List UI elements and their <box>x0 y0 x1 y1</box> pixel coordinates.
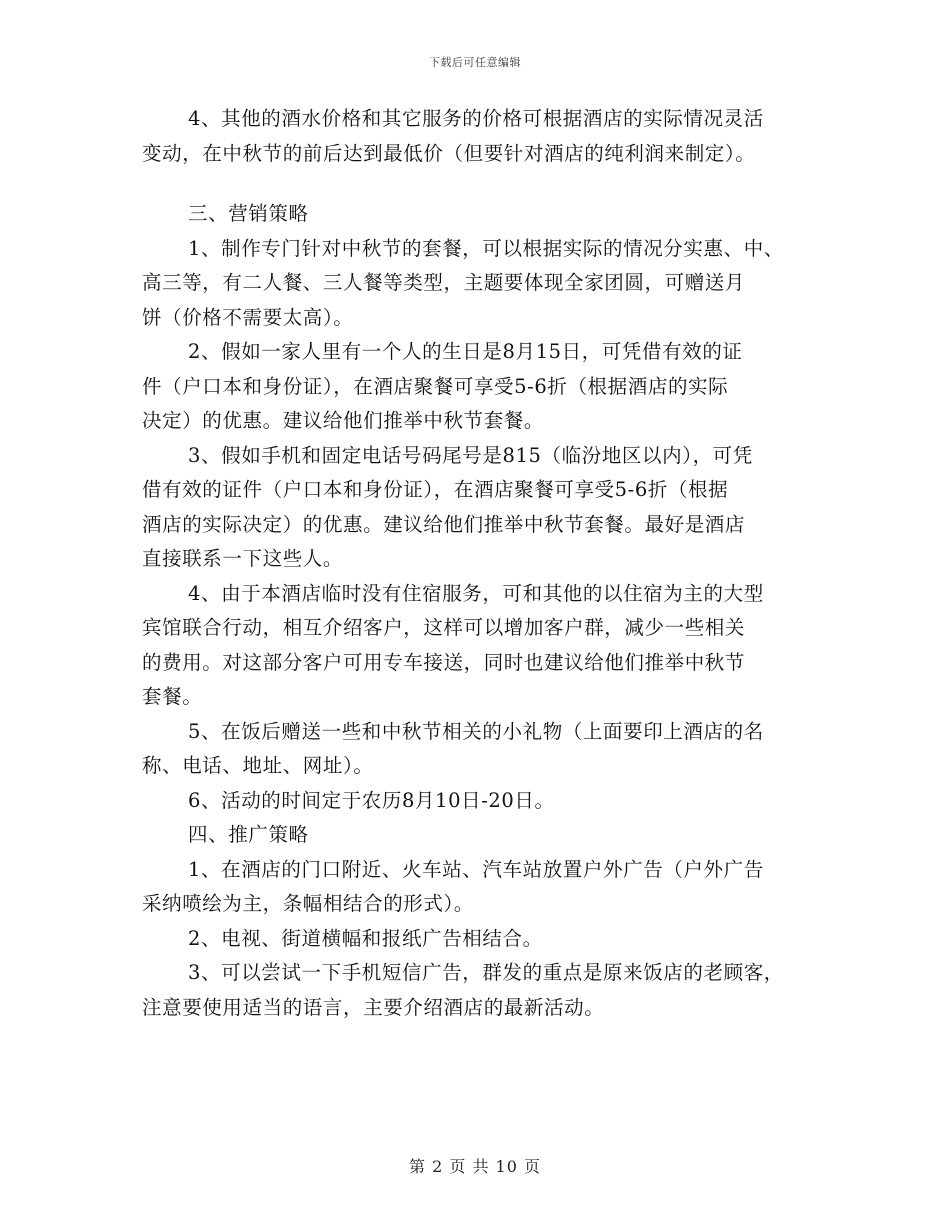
paragraph-line: 注意要使用适当的语言，主要介绍酒店的最新活动。 <box>142 995 605 1019</box>
paragraph-line: 2、假如一家人里有一个人的生日是8月15日，可凭借有效的证 <box>188 340 743 363</box>
paragraph-line: 2、电视、街道横幅和报纸广告相结合。 <box>188 926 543 950</box>
paragraph-line: 套餐。 <box>142 685 203 708</box>
document-body <box>142 102 822 1025</box>
paragraph-line: 采纳喷绘为主，条幅相结合的形式）。 <box>142 892 474 915</box>
paragraph-line: 5、在饭后赠送一些和中秋节相关的小礼物（上面要印上酒店的名 <box>188 719 764 743</box>
paragraph-line: 高三等，有二人餐、三人餐等类型，主题要体现全家团圆，可赠送月 <box>142 271 746 294</box>
paragraph-spacer <box>142 171 822 197</box>
paragraph-line: 1、制作专门针对中秋节的套餐，可以根据实际的情况分实惠、中、 <box>188 236 784 260</box>
paragraph-line: 的费用。对这部分客户可用专车接送，同时也建议给他们推举中秋节 <box>142 650 746 674</box>
paragraph-line: 宾馆联合行动，相互介绍客户，这样可以增加客户群，减少一些相关 <box>142 616 746 639</box>
paragraph-line: 称、电话、地址、网址）。 <box>142 754 374 777</box>
page-number: 第 2 页 共 10 页 <box>409 1157 541 1176</box>
section-heading: 三、营销策略 <box>188 202 309 225</box>
paragraph-line: 3、假如手机和固定电话号码尾号是815（临汾地区以内），可凭 <box>188 443 753 467</box>
paragraph-line: 1、在酒店的门口附近、火车站、汽车站放置户外广告（户外广告 <box>188 857 764 881</box>
section-heading: 四、推广策略 <box>188 823 309 846</box>
paragraph-line: 4、由于本酒店临时没有住宿服务，可和其他的以住宿为主的大型 <box>188 581 764 605</box>
paragraph-line: 决定）的优惠。建议给他们推举中秋节套餐。 <box>142 409 545 432</box>
paragraph-line: 件（户口本和身份证），在酒店聚餐可享受5-6折（根据酒店的实际 <box>142 374 729 398</box>
paragraph-line: 4、其他的酒水价格和其它服务的价格可根据酒店的实际情况灵活 <box>188 107 764 130</box>
paragraph-line: 6、活动的时间定于农历8月10日-20日。 <box>188 788 555 812</box>
paragraph-line: 饼（价格不需要太高）。 <box>142 305 354 329</box>
page-header: 下载后可任意编辑 <box>429 56 521 69</box>
paragraph-line: 酒店的实际决定）的优惠。建议给他们推举中秋节套餐。最好是酒店 <box>142 512 746 536</box>
paragraph-line: 借有效的证件（户口本和身份证），在酒店聚餐可享受5-6折（根据 <box>142 478 729 501</box>
paragraph-line: 变动，在中秋节的前后达到最低价（但要针对酒店的纯利润来制定）。 <box>142 141 756 165</box>
paragraph-line: 直接联系一下这些人。 <box>142 547 344 570</box>
paragraph-line: 3、可以尝试一下手机短信广告，群发的重点是原来饭店的老顾客， <box>188 961 784 984</box>
